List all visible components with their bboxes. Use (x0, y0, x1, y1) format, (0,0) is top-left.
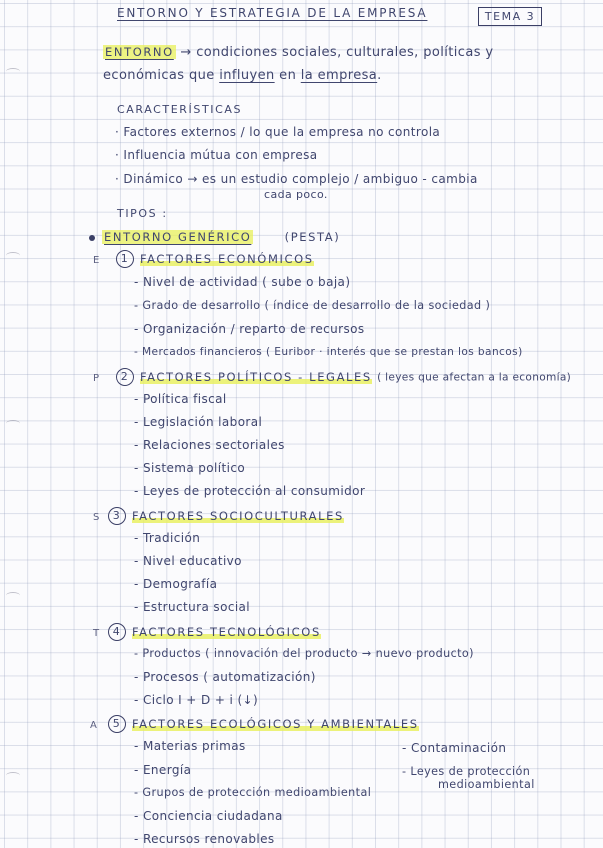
margin-mark (6, 420, 20, 427)
arrow-symbol: → (180, 45, 192, 60)
list-item: - Productos ( innovación del producto → nuevo producto) (134, 647, 474, 660)
section-title: FACTORES ECONÓMICOS (140, 251, 314, 266)
list-item: - Demografía (134, 577, 218, 591)
margin-mark (6, 772, 20, 779)
section-note: ( leyes que afectan a la economía) (377, 371, 572, 384)
list-item-right: - Contaminación (402, 741, 507, 755)
list-item: - Conciencia ciudadana (134, 809, 283, 823)
generic-environment-label: ENTORNO GENÉRICO (104, 230, 252, 244)
characteristics-heading: CARACTERÍSTICAS (117, 103, 243, 116)
bullet-icon (89, 235, 95, 241)
list-item: - Tradición (134, 531, 201, 545)
list-item-right: - Leyes de protección (402, 765, 531, 778)
definition-text: económicas que (103, 68, 220, 83)
list-item: - Grado de desarrollo ( índice de desarrollo de la sociedad ) (134, 299, 491, 312)
definition-term: ENTORNO (105, 45, 174, 59)
list-item: - Nivel educativo (134, 554, 242, 568)
section-number: 3 (108, 507, 126, 525)
list-item-right-continued: medioambiental (438, 778, 535, 791)
definition-emphasis: influyen (219, 68, 275, 83)
list-item: - Sistema político (134, 461, 246, 475)
list-item: - Mercados financieros ( Euribor · interés que se prestan los bancos) (134, 346, 523, 358)
list-item: - Política fiscal (134, 392, 227, 406)
definition-line-1 (103, 45, 494, 60)
section-heading-economic (116, 250, 314, 268)
pesta-letter: S (93, 512, 100, 523)
list-item: - Recursos renovables (134, 832, 275, 846)
section-heading-ecological (108, 715, 419, 733)
section-number: 4 (108, 623, 126, 641)
section-number: 1 (116, 250, 134, 268)
section-heading-political (116, 368, 571, 386)
list-item: - Materias primas (134, 739, 246, 753)
section-title: FACTORES TECNOLÓGICOS (132, 624, 321, 639)
pesta-letter: A (90, 720, 97, 731)
list-item: - Leyes de protección al consumidor (134, 484, 366, 498)
pesta-letter: P (93, 373, 100, 384)
pesta-letter: E (93, 255, 100, 266)
characteristic-item: · Factores externos / lo que la empresa no controla (115, 125, 441, 139)
list-item: - Ciclo I + D + i (↓) (134, 693, 259, 707)
list-item: - Nivel de actividad ( sube o baja) (134, 275, 351, 289)
topic-badge: TEMA 3 (478, 7, 542, 26)
types-heading: TIPOS : (117, 207, 168, 220)
definition-text: . (377, 68, 382, 83)
page-title: ENTORNO Y ESTRATEGIA DE LA EMPRESA (117, 6, 428, 20)
section-heading-technological (108, 623, 321, 641)
definition-text: condiciones sociales, culturales, políticas y (196, 45, 494, 60)
section-heading-sociocultural (108, 507, 344, 525)
margin-mark (6, 68, 20, 75)
characteristic-item-continued: cada poco. (264, 188, 328, 201)
section-title: FACTORES SOCIOCULTURALES (132, 508, 344, 523)
margin-mark (6, 252, 20, 259)
section-number: 5 (108, 715, 126, 733)
list-item: - Legislación laboral (134, 415, 263, 429)
list-item: - Energía (134, 763, 192, 777)
list-item: - Estructura social (134, 600, 251, 614)
pesta-letter: T (93, 628, 100, 639)
definition-text: en (274, 68, 301, 83)
section-title: FACTORES ECOLÓGICOS Y AMBIENTALES (132, 716, 419, 731)
characteristic-item: · Dinámico → es un estudio complejo / ambiguo - cambia (115, 172, 478, 186)
section-title: FACTORES POLÍTICOS - LEGALES (140, 369, 372, 384)
margin-mark (6, 592, 20, 599)
pesta-label: (PESTA) (284, 230, 341, 244)
list-item: - Relaciones sectoriales (134, 438, 285, 452)
list-item: - Organización / reparto de recursos (134, 322, 365, 336)
list-item: - Grupos de protección medioambiental (134, 786, 372, 799)
characteristic-item: · Influencia mútua con empresa (115, 148, 318, 162)
definition-emphasis: la empresa (300, 68, 378, 83)
definition-line-2 (103, 68, 382, 83)
section-number: 2 (116, 368, 134, 386)
generic-environment-row (89, 230, 340, 244)
list-item: - Procesos ( automatización) (134, 670, 316, 684)
